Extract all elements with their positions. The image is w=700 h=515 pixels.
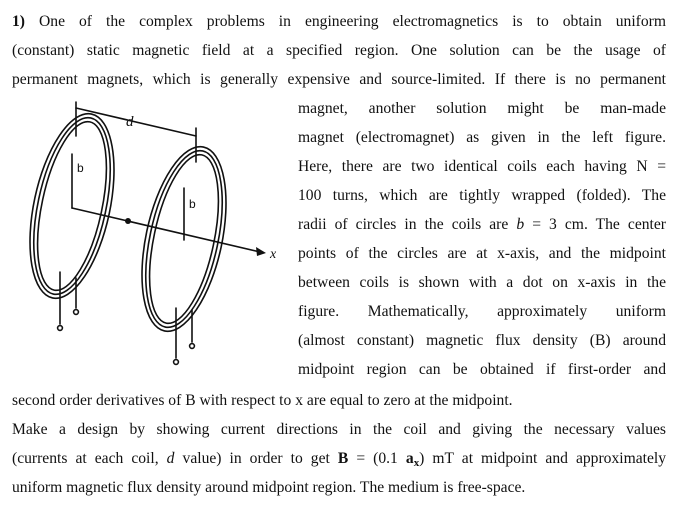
b-label-right: b bbox=[189, 197, 196, 211]
midpoint-dot bbox=[125, 218, 131, 224]
task-text-b: value) in order to get bbox=[182, 450, 330, 467]
text-line-3: permanent magnets, which is generally expensive and source-limited. If there is no permanent bbox=[12, 71, 666, 88]
right-terminal-2 bbox=[190, 344, 195, 349]
text-line-16 bbox=[12, 449, 666, 469]
left-terminal-2 bbox=[74, 310, 79, 315]
text-line-4: magnet, another solution might be man-made bbox=[298, 100, 666, 117]
right-terminal-1 bbox=[174, 360, 179, 365]
text-line-7: 100 turns, which are tightly wrapped (folded). The bbox=[298, 187, 666, 204]
left-terminal-1 bbox=[58, 326, 63, 331]
text-line-1 bbox=[12, 12, 666, 32]
text-line-9: points of the circles are at x-axis, and the midpoint bbox=[298, 245, 666, 262]
d-dimension-line bbox=[76, 108, 196, 136]
text-line-12: (almost constant) magnetic flux density (B) around bbox=[298, 332, 666, 349]
text-line-11: figure. Mathematically, approximately uniform bbox=[298, 303, 666, 320]
text-line-8-a: radii of circles in the coils are bbox=[298, 216, 509, 233]
coil-diagram bbox=[10, 96, 296, 386]
text-line-13: midpoint region can be obtained if first-order and bbox=[298, 361, 666, 378]
text-line-2: (constant) static magnetic field at a specified region. One solution can be the usage of bbox=[12, 42, 666, 59]
task-text-a: (currents at each coil, bbox=[12, 450, 159, 467]
text-line-5: magnet (electromagnet) as given in the left figure. bbox=[298, 129, 666, 146]
problem-number: 1) bbox=[12, 13, 25, 30]
d-label: d bbox=[126, 114, 134, 130]
text-line-6: Here, there are two identical coils each having N = bbox=[298, 158, 666, 175]
task-text-c: = (0.1 bbox=[356, 450, 398, 467]
text-line-15: Make a design by showing current directions in the coil and giving the necessary values bbox=[12, 421, 666, 438]
radius-symbol: b bbox=[516, 216, 525, 233]
text-line-1-body: One of the complex problems in engineering electromagnetics is to obtain uniform bbox=[39, 13, 666, 30]
unit-vector-symbol: a bbox=[405, 450, 414, 467]
unit-vector-subscript: x bbox=[413, 457, 420, 469]
coil-figure bbox=[10, 96, 296, 386]
text-line-10: between coils is shown with a dot on x-axis in the bbox=[298, 274, 666, 291]
b-vector-symbol: B bbox=[337, 450, 349, 467]
x-axis-arrowhead bbox=[256, 247, 266, 256]
text-line-17: uniform magnetic flux density around midpoint region. The medium is free-space. bbox=[12, 479, 526, 496]
d-symbol: d bbox=[166, 450, 175, 467]
x-label: x bbox=[270, 247, 277, 262]
task-text-e: ) mT at midpoint and approximately bbox=[419, 450, 667, 467]
text-line-8 bbox=[298, 215, 666, 235]
text-line-14: second order derivatives of B with respect to x are equal to zero at the midpoint. bbox=[12, 392, 513, 409]
b-label-left: b bbox=[77, 161, 84, 175]
text-line-8-b: = 3 cm. The center bbox=[532, 216, 666, 233]
